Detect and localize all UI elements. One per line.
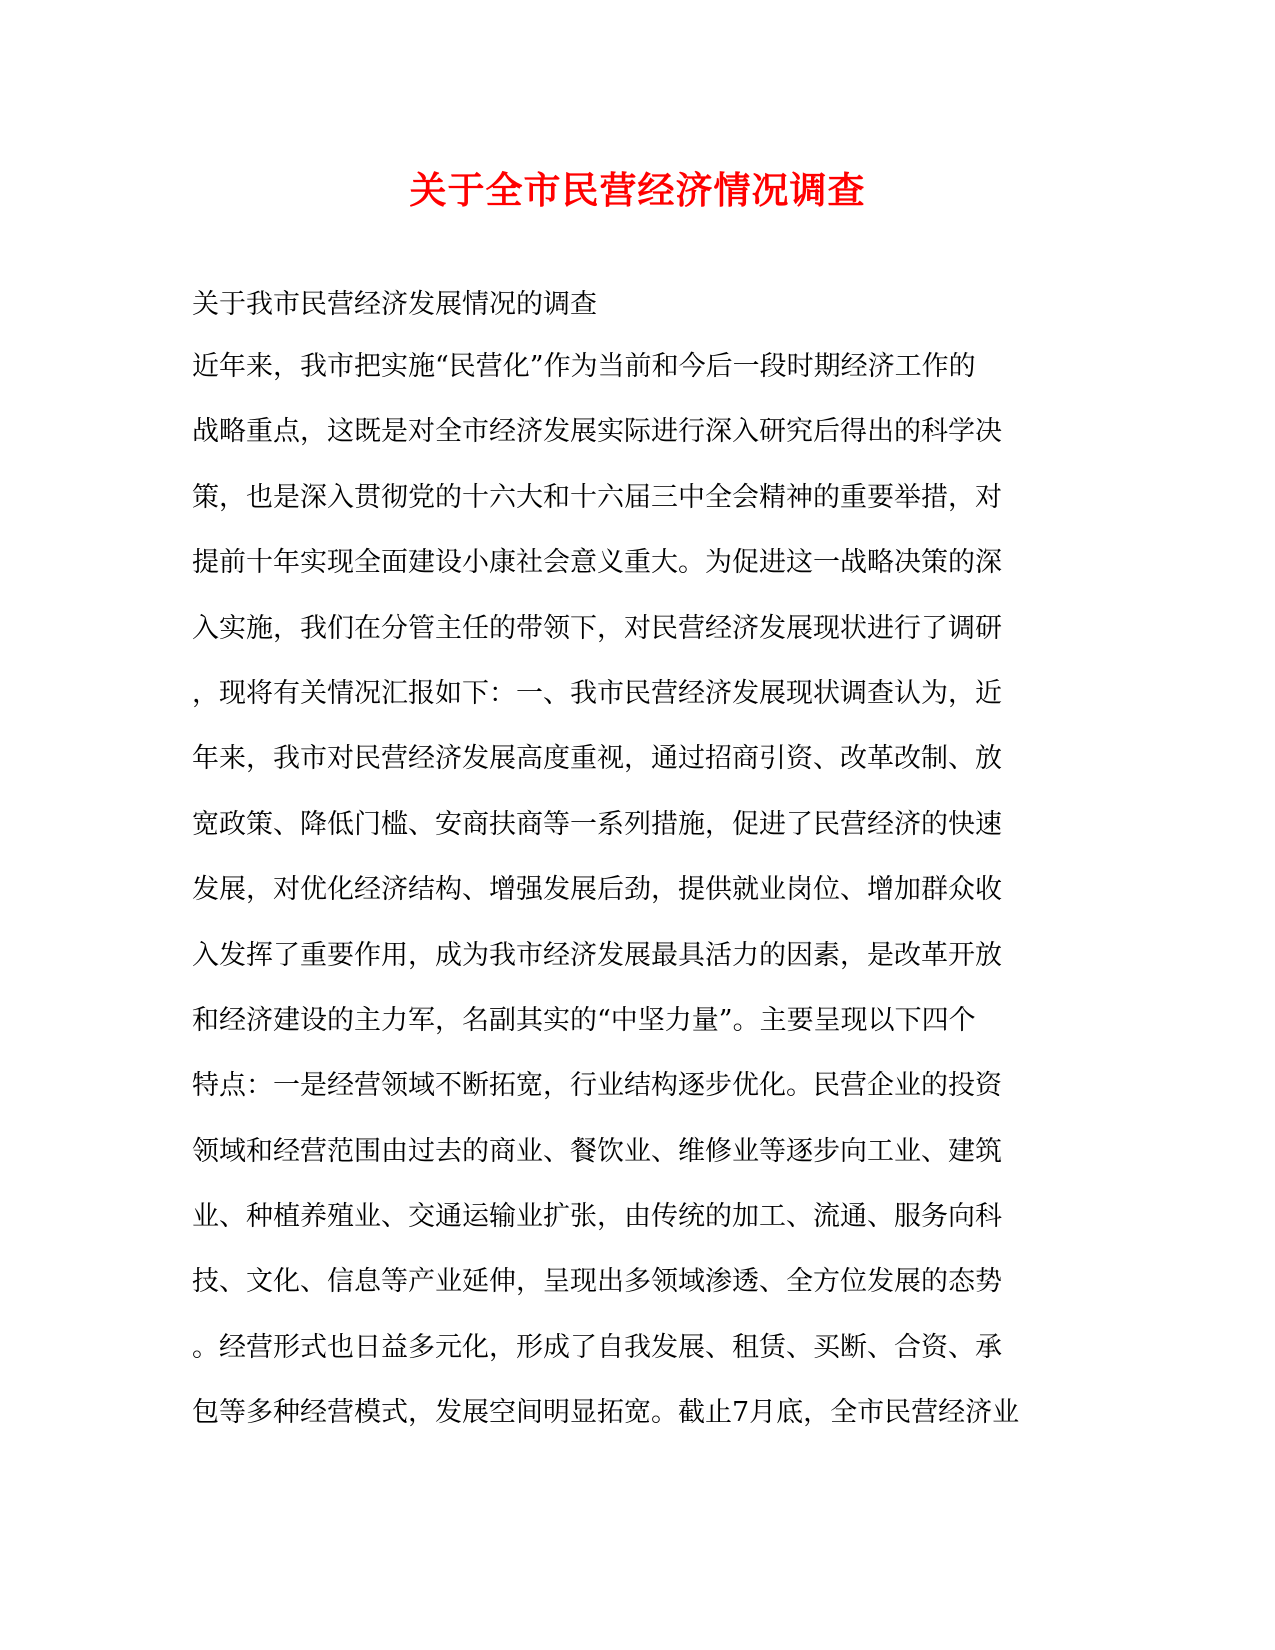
body-line: 包等多种经营模式，发展空间明显拓宽。截止7月底，全市民营经济业 (192, 1397, 1020, 1429)
body-line: 战略重点，这既是对全市经济发展实际进行深入研究后得出的科学决 (192, 416, 1002, 448)
body-line: 特点：一是经营领域不断拓宽，行业结构逐步优化。民营企业的投资 (192, 1070, 1002, 1102)
body-line: ，现将有关情况汇报如下：一、我市民营经济发展现状调查认为，近 (192, 677, 1002, 709)
body-line: 技、文化、信息等产业延伸，呈现出多领域渗透、全方位发展的态势 (192, 1266, 1002, 1298)
body-text (192, 348, 1092, 1460)
body-line: 业、种植养殖业、交通运输业扩张，由传统的加工、流通、服务向科 (192, 1201, 1002, 1233)
body-line: 提前十年实现全面建设小康社会意义重大。为促进这一战略决策的深 (192, 547, 1002, 579)
body-line: 入实施，我们在分管主任的带领下，对民营经济发展现状进行了调研 (192, 612, 1002, 644)
body-line: 。经营形式也日益多元化，形成了自我发展、租赁、买断、合资、承 (192, 1331, 1002, 1363)
body-line: 发展，对优化经济结构、增强发展后劲，提供就业岗位、增加群众收 (192, 874, 1002, 906)
body-line: 近年来，我市把实施“民营化”作为当前和今后一段时期经济工作的 (192, 351, 976, 382)
document-subtitle: 关于我市民营经济发展情况的调查 (192, 289, 597, 320)
body-line: 年来，我市对民营经济发展高度重视，通过招商引资、改革改制、放 (192, 743, 1002, 775)
body-line: 入发挥了重要作用，成为我市经济发展最具活力的因素，是改革开放 (192, 939, 1002, 971)
body-line: 领域和经营范围由过去的商业、餐饮业、维修业等逐步向工业、建筑 (192, 1135, 1002, 1167)
body-line: 和经济建设的主力军，名副其实的“中坚力量”。主要呈现以下四个 (192, 1004, 976, 1036)
document-title: 关于全市民营经济情况调查 (409, 168, 866, 212)
body-line: 策，也是深入贯彻党的十六大和十六届三中全会精神的重要举措，对 (192, 481, 1002, 513)
body-line: 宽政策、降低门槛、安商扶商等一系列措施，促进了民营经济的快速 (192, 808, 1002, 840)
